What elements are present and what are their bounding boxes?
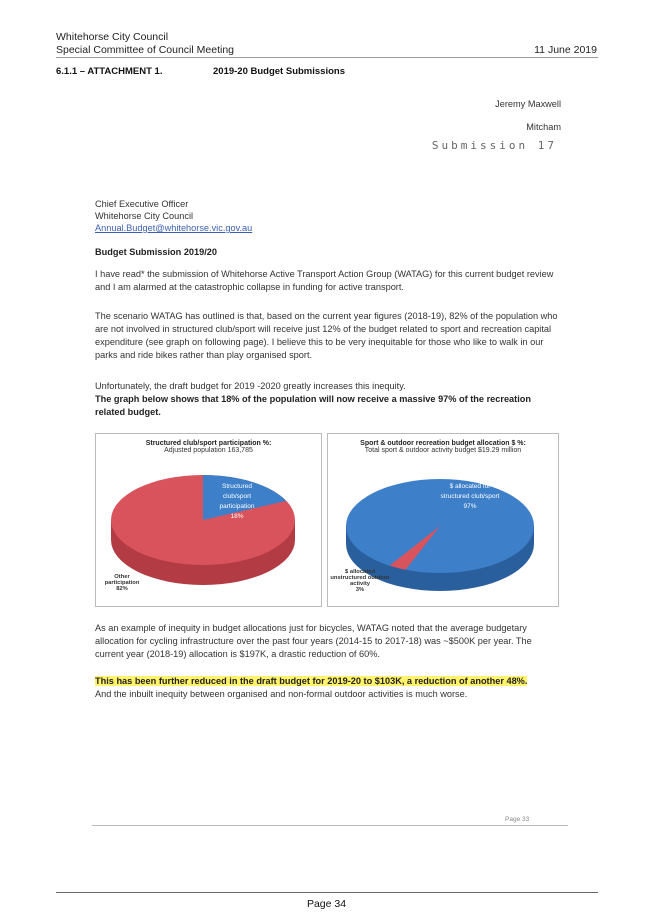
letter-subject: Budget Submission 2019/20 [95, 247, 218, 257]
paragraph-3a: Unfortunately, the draft budget for 2019 -2020 greatly increases this inequity. [95, 381, 406, 391]
attachment-number: 6.1.1 – ATTACHMENT 1. [56, 66, 163, 77]
recipient-org: Whitehorse City Council [95, 211, 194, 221]
chart2-label-unstructured [330, 569, 390, 593]
chart2-title: Sport & outdoor recreation budget allocation $ %: [360, 440, 526, 447]
paragraph-4: As an example of inequity in budget allocations just for bicycles, WATAG noted that the average budgetary allocation for cycling infrastructure over the past four years (2014-15 to 2017-18) was ~$500K per year. The current year (2018-19) allocation is $197K, a drastic reduction of 60%. [95, 623, 532, 659]
sender-suburb: Mitcham [526, 122, 561, 132]
chart1-label-structured [212, 482, 262, 522]
paragraph-1: I have read* the submission of Whitehorse Active Transport Action Group (WATAG) for this current budget review and I am alarmed at the catastrophic collapse in funding for active transport. [95, 269, 554, 292]
header-rule [56, 57, 598, 58]
recipient-title: Chief Executive Officer [95, 199, 189, 209]
meeting-name: Special Committee of Council Meeting [56, 44, 234, 56]
paragraph-5-highlight [95, 675, 560, 688]
chart1-value-structured: 18% [230, 513, 244, 520]
chart1-title: Structured club/sport participation %: [145, 440, 272, 447]
chart2-label-structured-text: $ allocated for structured club/sport [440, 483, 500, 500]
chart-participation [95, 433, 322, 607]
paragraph-3b: The graph below shows that 18% of the population will now receive a massive 97% of the recreation related budget. [95, 394, 531, 417]
meeting-date: 11 June 2019 [534, 44, 597, 56]
paragraph-2: The scenario WATAG has outlined is that, based on the current year figures (2018-19), 82% of the population who are not involved in structured club/sport will receive just 12% of the budget related to sport and recreation capital expenditure (see graph on following page). I believe this to be very inequitable for those who like to walk in our parks and ride bikes rather than play organised sport. [95, 311, 558, 360]
chart2-label-structured [438, 482, 502, 512]
council-name: Whitehorse City Council [56, 31, 169, 43]
chart2-label-unstructured-text: $ allocated unstructured outdoor activity [330, 569, 390, 587]
paragraph-5-rest: And the inbuilt inequity between organised and non-formal outdoor activities is much worse. [95, 689, 468, 699]
chart1-value-other: 82% [116, 586, 128, 592]
sender-name: Jeremy Maxwell [495, 99, 561, 109]
chart2-value-unstructured: 3% [355, 587, 365, 593]
chart1-label-structured-text: Structured club/sport participation [219, 483, 255, 510]
chart1-label-other-text: Other participation [104, 574, 140, 586]
attachment-title: 2019-20 Budget Submissions [213, 66, 345, 77]
highlighted-text: This has been further reduced in the draft budget for 2019-20 to $103K, a reduction of another 48%. [95, 676, 528, 686]
chart2-value-structured: 97% [463, 503, 477, 510]
chart2-subtitle: Total sport & outdoor activity budget $19.29 million [364, 447, 522, 454]
recipient-email-link[interactable]: Annual.Budget@whitehorse.vic.gov.au [95, 223, 253, 233]
chart1-label-other [98, 574, 146, 592]
chart1-subtitle: Adjusted population 163,785 [164, 447, 253, 454]
submission-stamp: Submission 17 [431, 139, 557, 152]
page-number: Page 34 [306, 898, 347, 910]
chart-budget [327, 433, 559, 607]
footer-rule [56, 892, 598, 893]
inner-footer-rule [92, 825, 568, 826]
inner-page-number: Page 33 [505, 816, 530, 823]
